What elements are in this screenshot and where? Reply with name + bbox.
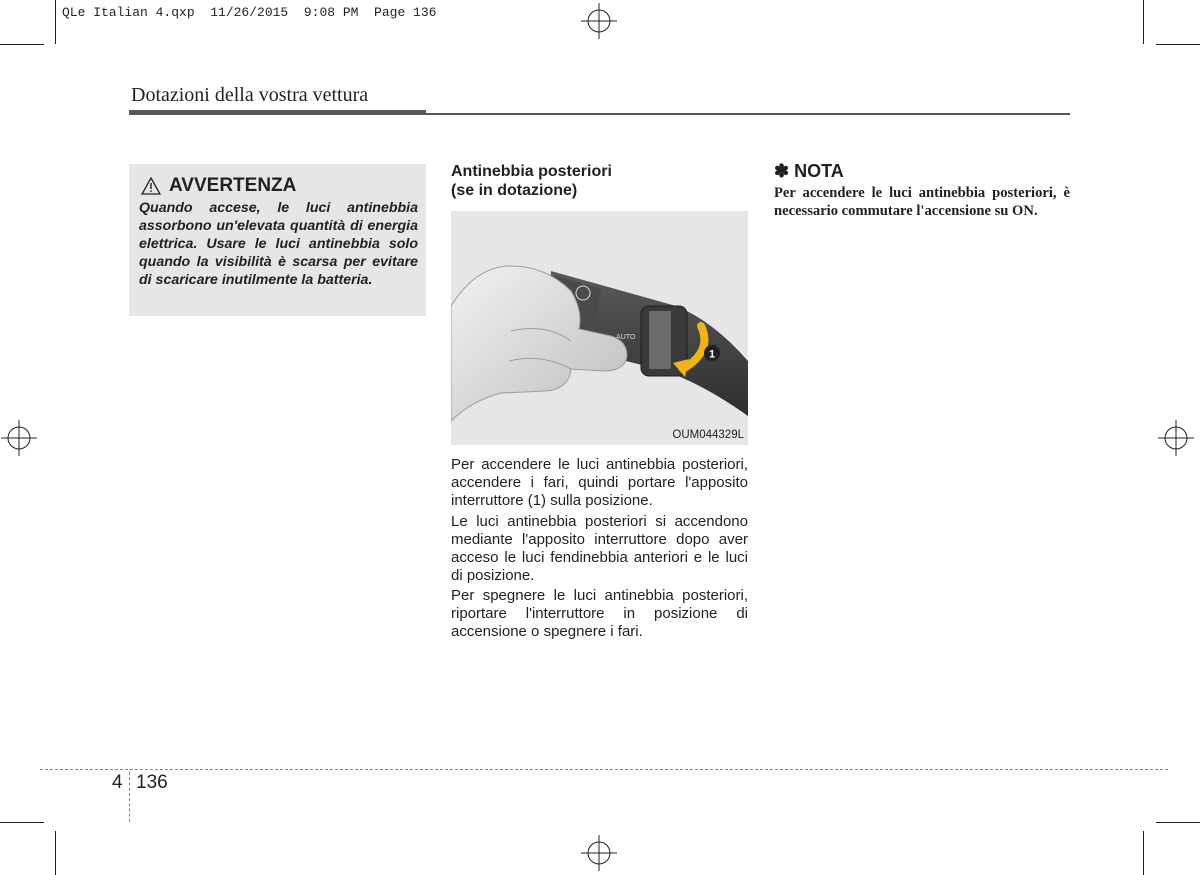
note-title: ✽ NOTA	[774, 161, 844, 181]
figure-fog-light-lever	[451, 211, 748, 445]
paragraph: Per spegnere le luci antinebbia posteriori, riportare l'interruttore in posizione di accensione o spegnere i fari.	[451, 587, 748, 640]
section-title-line: Antinebbia posteriori	[451, 163, 612, 180]
warning-title: AVVERTENZA	[169, 175, 297, 196]
crop-mark	[55, 0, 56, 44]
section-title	[451, 162, 751, 200]
paragraph: Le luci antinebbia posteriori si accendono mediante l'apposito interruttore dopo aver acceso le luci fendinebbia anteriori e le luci di posizione.	[451, 513, 748, 584]
crop-mark	[55, 831, 56, 875]
crop-mark	[1156, 44, 1200, 45]
page-number: 136	[136, 772, 168, 793]
figure-code: OUM044329L	[672, 429, 744, 441]
paragraph: Per accendere le luci antinebbia posteriori, accendere i fari, quindi portare l'apposito interruttore (1) sulla posizione.	[451, 456, 748, 509]
section-title-line: (se in dotazione)	[451, 182, 578, 199]
footer-rule	[40, 769, 1168, 770]
crop-mark	[0, 44, 44, 45]
registration-mark-icon	[1158, 420, 1194, 456]
crop-mark	[1143, 0, 1144, 44]
registration-mark-icon	[1, 420, 37, 456]
footer-divider	[129, 772, 130, 822]
warning-box	[129, 164, 426, 316]
warning-text: Quando accese, le luci antinebbia assorbono un'elevata quantità di energia elettrica. Usare le luci antinebbia solo quando la visibilità è scarsa per evitare di scaricare inutilmente la batteria.	[139, 200, 418, 288]
print-slug: QLe Italian 4.qxp 11/26/2015 9:08 PM Page 136	[62, 5, 437, 20]
warning-heading	[141, 175, 296, 197]
registration-mark-icon	[581, 3, 617, 39]
header-rule	[129, 110, 426, 115]
figure-callout-number: 1	[708, 348, 716, 361]
header-rule	[426, 113, 1070, 115]
registration-mark-icon	[581, 835, 617, 871]
chapter-number: 4	[112, 772, 123, 793]
lever-label-auto: AUTO	[616, 334, 636, 341]
crop-mark	[1143, 831, 1144, 875]
page-header-title: Dotazioni della vostra vettura	[131, 84, 369, 106]
crop-mark	[0, 822, 44, 823]
hand-turning-lever-illustration	[451, 211, 748, 445]
crop-mark	[1156, 822, 1200, 823]
note-text: Per accendere le luci antinebbia posteriori, è necessario commutare l'accensione su ON.	[774, 185, 1070, 219]
warning-triangle-icon	[141, 177, 161, 195]
